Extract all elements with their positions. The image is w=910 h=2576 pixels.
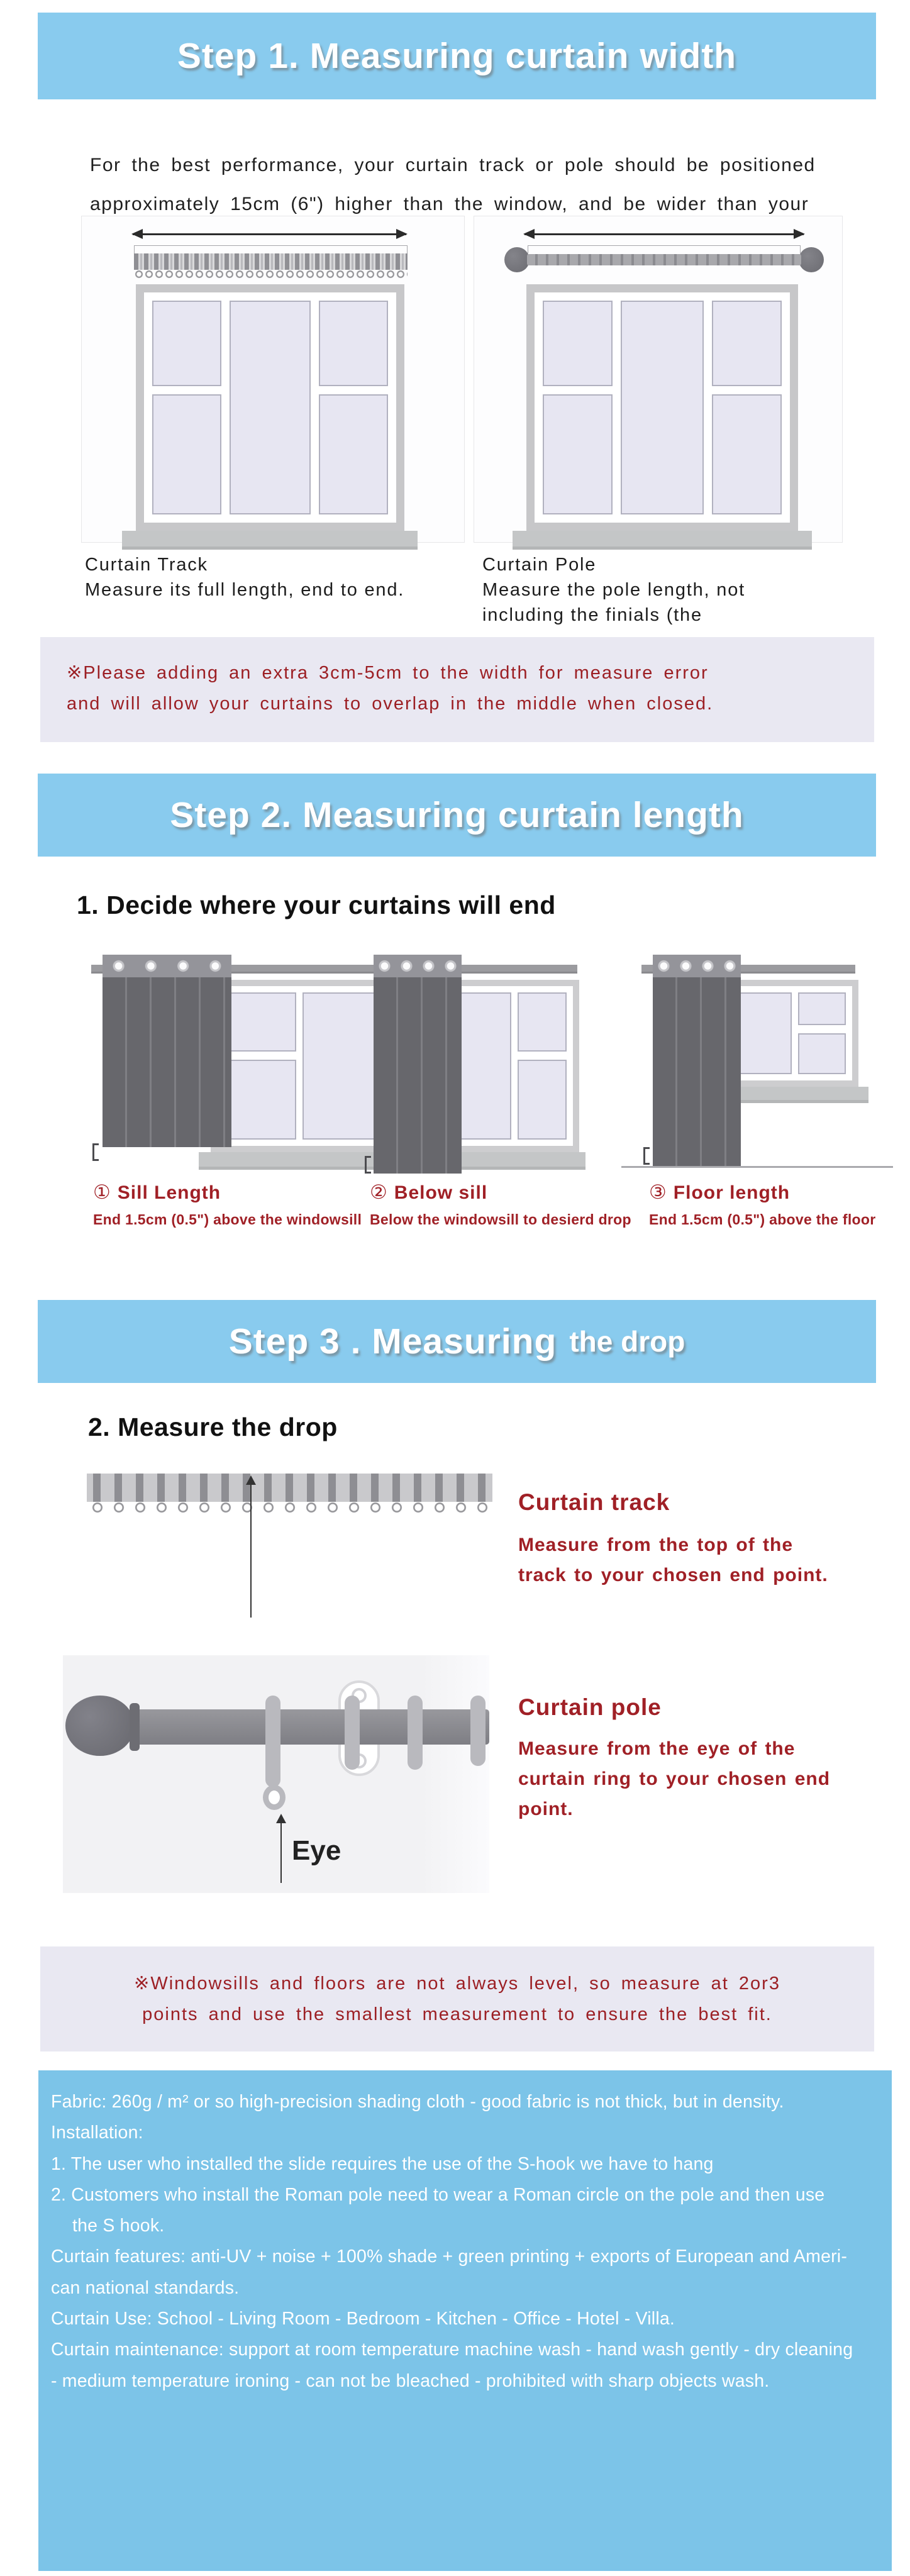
pole-bar (136, 1709, 489, 1745)
curtain-pole-caption (482, 552, 745, 628)
option2-title: ② Below sill (370, 1181, 488, 1203)
step3-banner-title: Step 3 . Measuring (228, 1321, 557, 1362)
curtain-ring (408, 1696, 423, 1770)
step1-intro-text (90, 146, 876, 224)
window-graphic (526, 284, 798, 531)
option1-desc: End 1.5cm (0.5") above the windowsill (93, 1211, 362, 1228)
track-caption-line: Measure its full length, end to end. (85, 580, 405, 600)
track-caption-title: Curtain Track (85, 555, 208, 575)
gap-bracket-icon (365, 1156, 371, 1174)
product-info-block (38, 2070, 892, 2571)
finial-collar (130, 1703, 140, 1751)
info-install-2: 2. Customers who install the Roman pole need to wear a Roman circle on the pole and then use (51, 2184, 825, 2205)
measure-bracket (134, 245, 408, 253)
option3-marker: ③ (649, 1181, 667, 1203)
floor-line (621, 1166, 893, 1168)
note2-line-1: ※Windowsills and floors are not always level, so measure at 2or3 (134, 1974, 780, 1994)
track-drop-title: Curtain track (518, 1489, 670, 1515)
pole-drop-line-3: point. (518, 1799, 574, 1819)
step3-heading: 2. Measure the drop (88, 1413, 338, 1441)
curtain-panel (653, 955, 741, 1166)
step3-banner-subtitle: the drop (569, 1325, 685, 1358)
curtain-track-strip (87, 1474, 492, 1502)
window-sill (513, 531, 812, 550)
info-use: Curtain Use: School - Living Room - Bedroom - Kitchen - Office - Hotel - Villa. (51, 2309, 675, 2329)
track-drop-line-2: track to your chosen end point. (518, 1565, 828, 1585)
eye-arrow-icon (280, 1823, 282, 1883)
level-measure-note (40, 1946, 874, 2051)
window-graphic (136, 284, 404, 531)
curtain-grommets (653, 955, 741, 977)
info-features-1: Curtain features: anti-UV + noise + 100% shade + green printing + exports of European and Ameri- (51, 2246, 848, 2267)
gap-bracket-icon (92, 1143, 99, 1161)
curtain-pole-diagram (474, 216, 843, 543)
curtain-ring (265, 1696, 280, 1787)
pole-caption-line-1: Measure the pole length, not (482, 580, 745, 600)
info-maintenance-1: Curtain maintenance: support at room temperature machine wash - hand wash gently - dry cleaning (51, 2340, 853, 2360)
note1-line-1: ※Please adding an extra 3cm-5cm to the width for measure error (67, 663, 709, 683)
curtain-grommets (374, 955, 462, 977)
track-glider-eyes (134, 270, 408, 279)
ring-eye (263, 1785, 286, 1810)
pole-caption-line-2: including the finials (the (482, 605, 702, 625)
eye-label: Eye (292, 1835, 341, 1866)
pole-finial-right (799, 247, 824, 272)
step3-banner (38, 1300, 876, 1383)
curtain-ring (345, 1696, 360, 1770)
info-install-2b: the S hook. (72, 2216, 165, 2236)
info-maintenance-2: - medium temperature ironing - can not be bleached - prohibited with sharp objects wash. (51, 2370, 770, 2391)
step1-banner (38, 13, 876, 99)
pole-finial (65, 1696, 135, 1756)
curtain-track-graphic (134, 253, 408, 270)
pole-drop-line-2: curtain ring to your chosen end (518, 1768, 831, 1789)
track-glider-eyes (87, 1502, 492, 1514)
curtain-pole-graphic (527, 254, 801, 265)
option1-title: ① Sill Length (93, 1181, 221, 1203)
width-measure-note (40, 637, 874, 742)
curtain-panel (103, 955, 231, 1147)
option3-desc: End 1.5cm (0.5") above the floor (649, 1211, 876, 1228)
measure-bracket (528, 245, 801, 253)
intro-line-2: approximately 15cm (6") higher than the window, and be wider than your (90, 194, 809, 214)
track-drop-line-1: Measure from the top of the (518, 1535, 794, 1555)
width-arrow-icon (524, 233, 804, 235)
curtain-track-caption (85, 552, 404, 602)
window-sill (122, 531, 418, 550)
window-graphic (723, 980, 858, 1087)
info-installation: Installation: (51, 2123, 143, 2143)
step1-banner-title: Step 1. Measuring curtain width (177, 36, 737, 76)
pole-drop-line-1: Measure from the eye of the (518, 1738, 796, 1759)
step2-banner-title: Step 2. Measuring curtain length (170, 795, 744, 835)
pole-finial-left (504, 247, 530, 272)
curtain-ring (470, 1696, 486, 1766)
note1-line-2: and will allow your curtains to overlap in the middle when closed. (67, 694, 714, 714)
option1-marker: ① (93, 1181, 111, 1203)
option2-marker: ② (370, 1181, 388, 1203)
curtain-panel (374, 955, 462, 1174)
option3-title: ③ Floor length (649, 1181, 791, 1203)
curtain-grommets (103, 955, 231, 977)
intro-line-1: For the best performance, your curtain track or pole should be positioned (90, 155, 816, 175)
pole-drop-title: Curtain pole (518, 1694, 662, 1720)
drop-arrow-icon (250, 1484, 252, 1618)
curtain-track-diagram (81, 216, 465, 543)
step2-heading: 1. Decide where your curtains will end (77, 891, 556, 919)
note2-line-2: points and use the smallest measurement to ensure the best fit. (142, 2004, 772, 2024)
pole-caption-title: Curtain Pole (482, 555, 597, 575)
gap-bracket-icon (643, 1147, 650, 1165)
width-arrow-icon (133, 233, 406, 235)
option2-desc: Below the windowsill to desierd drop (370, 1211, 631, 1228)
curtain-pole-closeup (63, 1655, 489, 1893)
info-features-2: can national standards. (51, 2277, 240, 2298)
info-fabric: Fabric: 260g / m² or so high-precision shading cloth - good fabric is not thick, but in density. (51, 2092, 784, 2112)
step2-banner (38, 774, 876, 857)
info-install-1: 1. The user who installed the slide requires the use of the S-hook we have to hang (51, 2153, 714, 2174)
